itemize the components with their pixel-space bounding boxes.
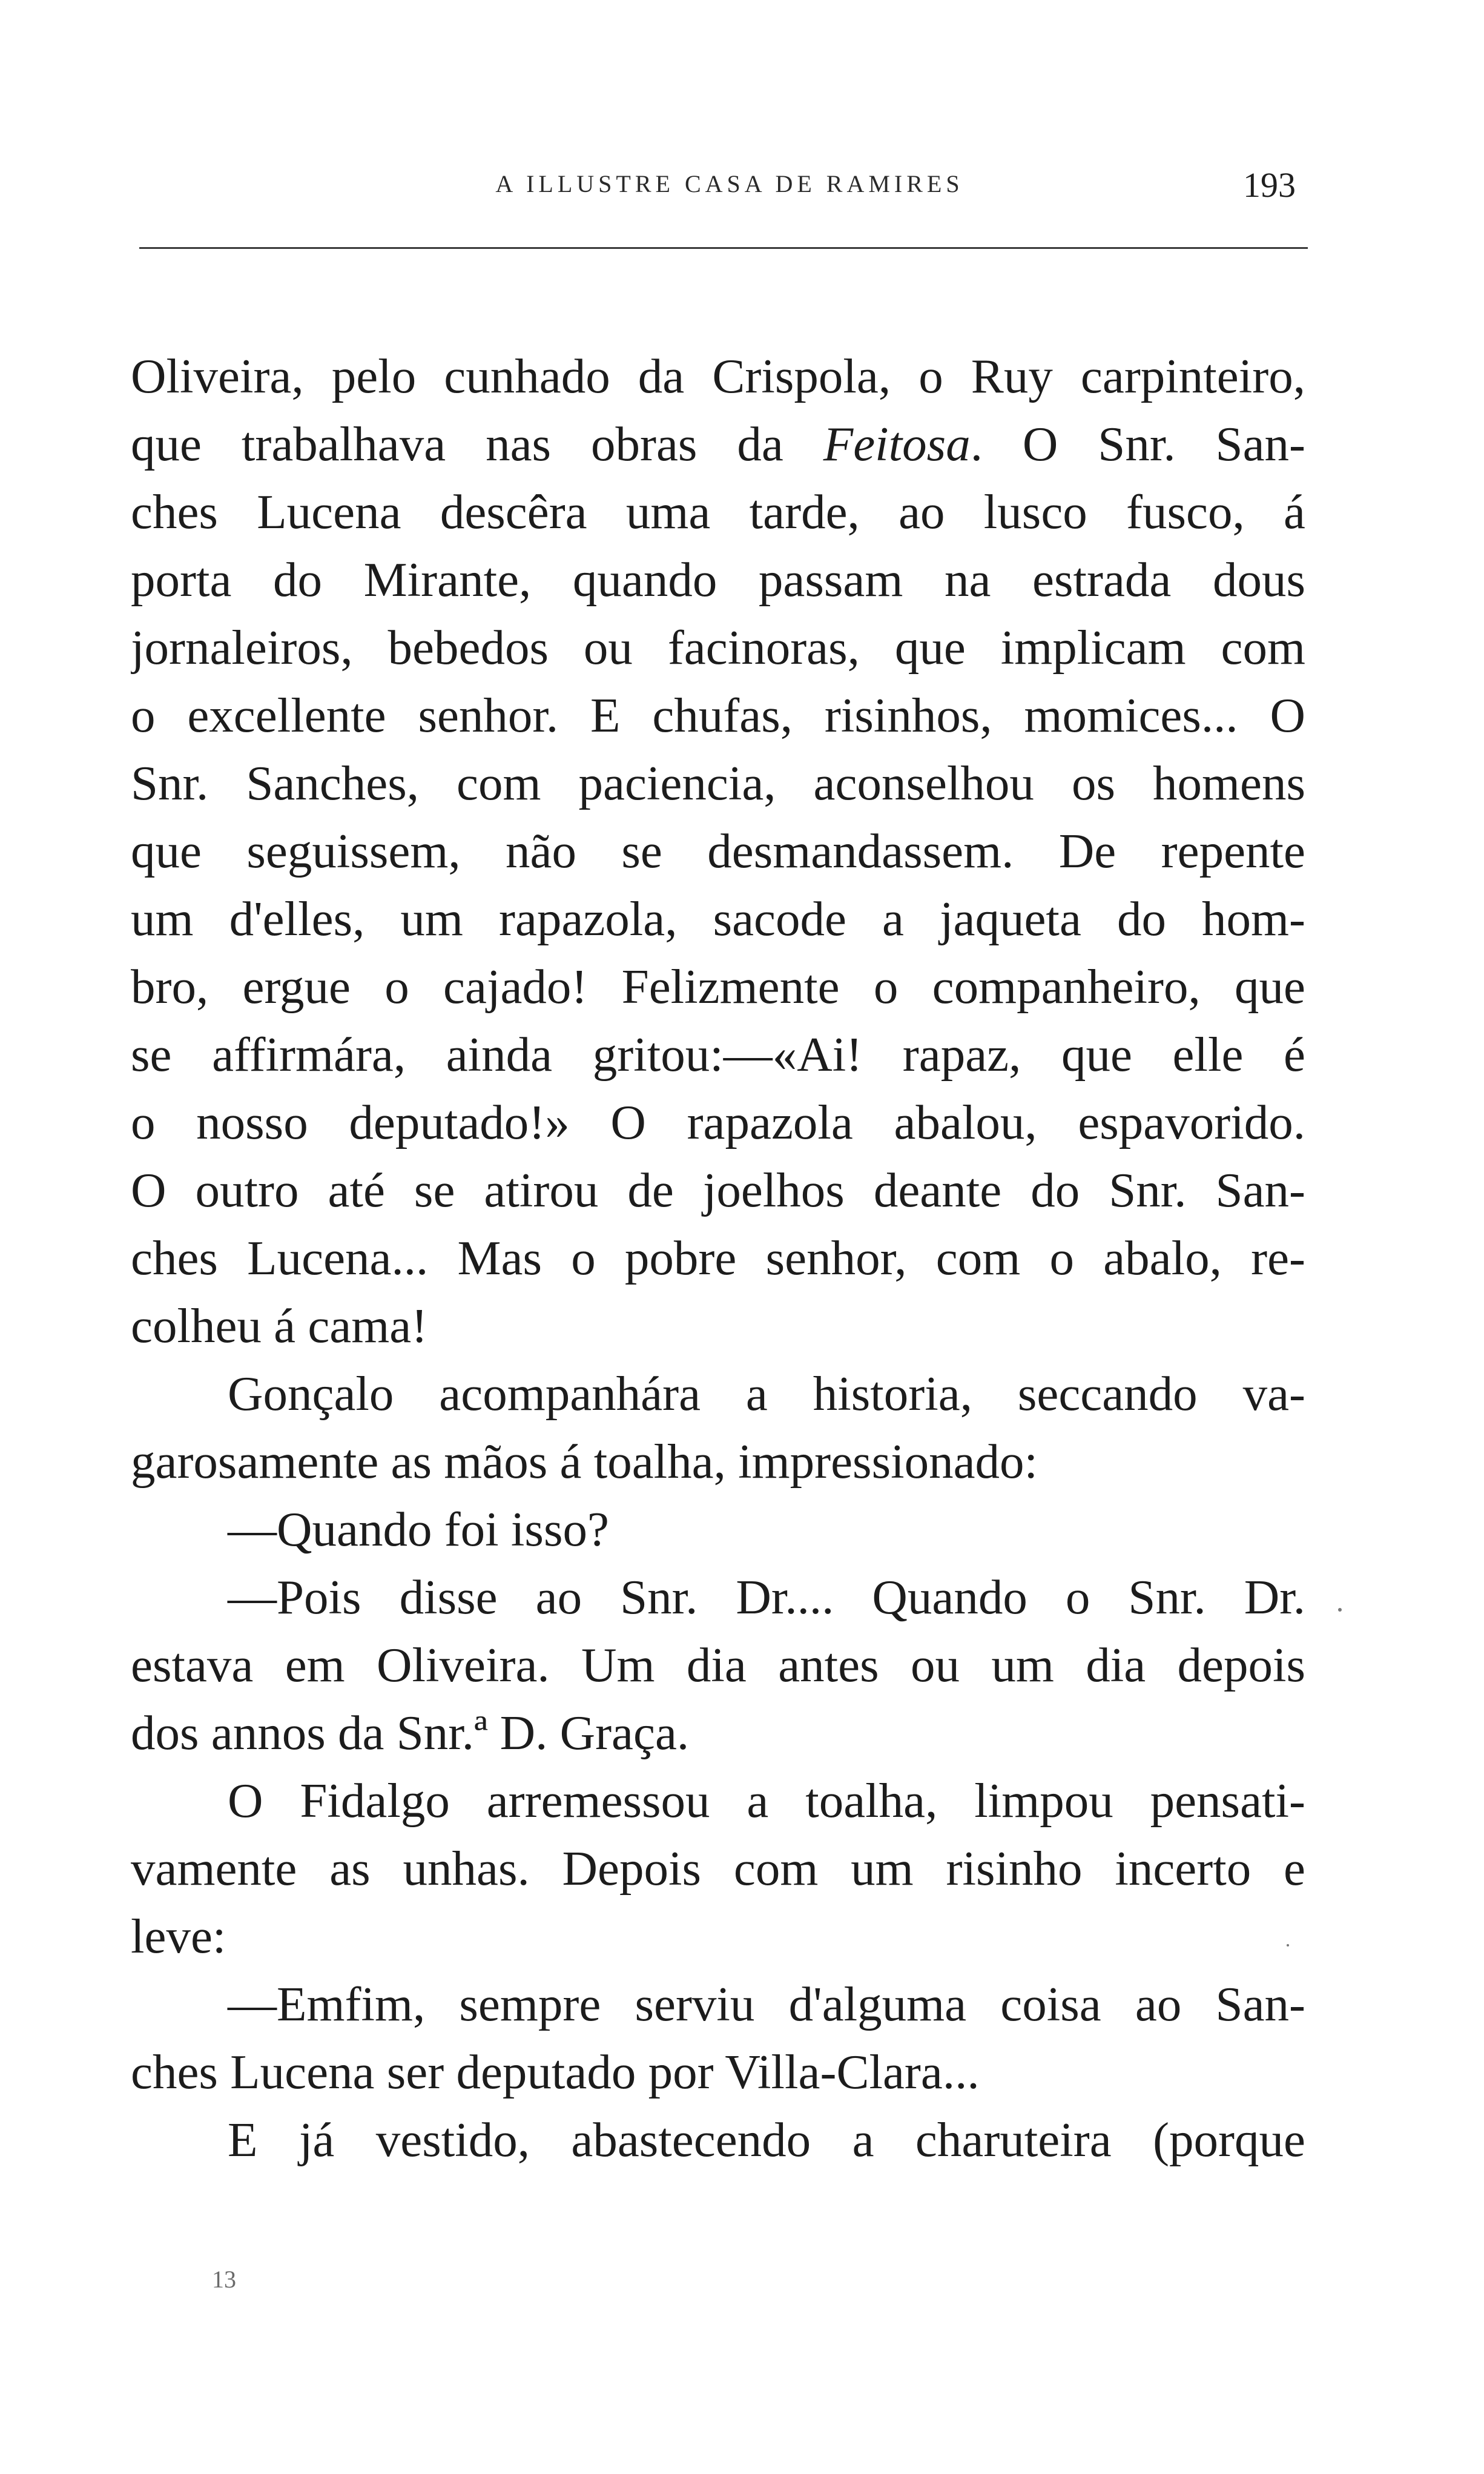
italic-place-name: Feitosa — [823, 417, 971, 471]
text-line: dos annos da Snr.ª D. Graça. — [131, 1705, 690, 1760]
text-line: bro, ergue o cajado! Felizmente o companheiro, que — [131, 959, 1305, 1014]
text-line: garosamente as mãos á toalha, impressionado: — [131, 1434, 1038, 1489]
text-line: Snr. Sanches, com paciencia, aconselhou os homens — [131, 756, 1305, 810]
body-text — [131, 342, 1305, 2174]
text-line: porta do Mirante, quando passam na estrada dous — [131, 552, 1305, 607]
text-line: que seguissem, não se desmandassem. De repente — [131, 824, 1305, 878]
text-line: estava em Oliveira. Um dia antes ou um dia depois — [131, 1638, 1305, 1692]
text-line: um d'elles, um rapazola, sacode a jaqueta do hom- — [131, 891, 1305, 946]
header-rule — [139, 247, 1308, 249]
text-line: Oliveira, pelo cunhado da Crispola, o Ruy carpinteiro, — [131, 349, 1305, 403]
text-line: ches Lucena... Mas o pobre senhor, com o abalo, re- — [131, 1231, 1305, 1285]
text-line: que trabalhava nas obras da Feitosa. O Snr. San- — [131, 417, 1305, 471]
text-line: o nosso deputado!» O rapazola abalou, espavorido. — [131, 1095, 1305, 1149]
text-line: ches Lucena descêra uma tarde, ao lusco fusco, á — [131, 485, 1305, 539]
text-line: colheu á cama! — [131, 1298, 428, 1353]
running-title: A ILLUSTRE CASA DE RAMIRES — [495, 170, 964, 197]
signature-mark: 13 — [212, 2266, 236, 2293]
dialogue-line: —Quando foi isso? — [228, 1502, 609, 1556]
text-line: O Fidalgo arremessou a toalha, limpou pensati- — [228, 1773, 1305, 1828]
text-line: jornaleiros, bebedos ou facinoras, que implicam com — [131, 620, 1305, 675]
text-line: ches Lucena ser deputado por Villa-Clara... — [131, 2045, 980, 2099]
text-line: se affirmára, ainda gritou:—«Ai! rapaz, que elle é — [131, 1027, 1305, 1082]
text-line: Gonçalo acompanhára a historia, seccando va- — [228, 1366, 1305, 1421]
text-line: leve: — [131, 1909, 226, 1963]
text-line: O outro até se atirou de joelhos deante do Snr. San- — [131, 1163, 1305, 1217]
page-number: 193 — [1243, 165, 1296, 205]
running-head — [139, 165, 1320, 207]
text-line: vamente as unhas. Depois com um risinho incerto e — [131, 1841, 1305, 1896]
dialogue-line: —Emfim, sempre serviu d'alguma coisa ao San- — [228, 1977, 1305, 2031]
dialogue-line: —Pois disse ao Snr. Dr.... Quando o Snr. Dr. — [228, 1570, 1305, 1624]
text-line: o excellente senhor. E chufas, risinhos, momices... O — [131, 688, 1305, 743]
print-speck — [1338, 1608, 1342, 1612]
text-line: E já vestido, abastecendo a charuteira (porque — [228, 2112, 1305, 2167]
print-speck — [1287, 1944, 1289, 1946]
